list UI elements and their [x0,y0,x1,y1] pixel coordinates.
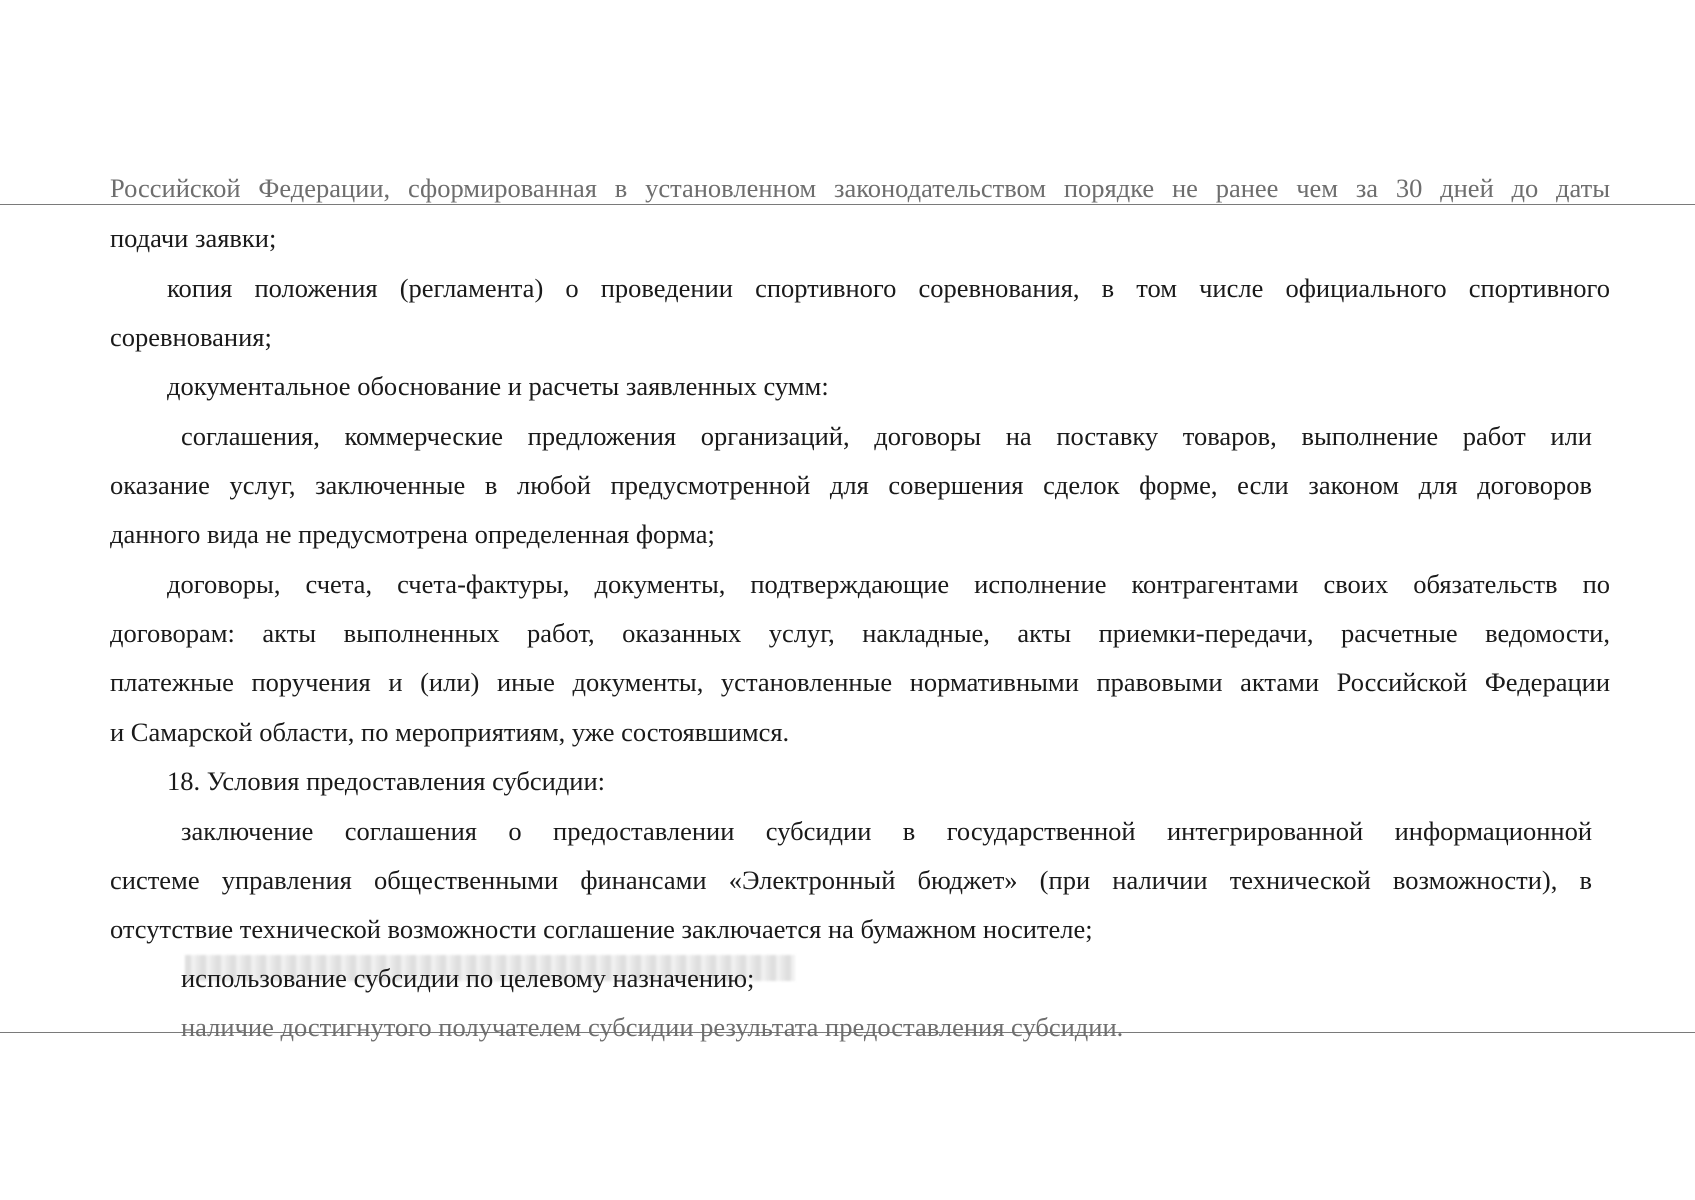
text-line-2: подачи заявки; [110,223,277,253]
text-line-7: оказание услуг, заключенные в любой предусмотренной для совершения сделок форме, если законом для договоров [110,470,1592,500]
text-line-8: данного вида не предусмотрена определенная форма; [110,519,715,549]
text-line-9: договоры, счета, счета-фактуры, документы, подтверждающие исполнение контрагентами своих обязательств по [167,569,1610,599]
text-line-17: использование субсидии по целевому назначению; [181,963,755,993]
text-line-4: соревнования; [110,322,272,352]
scan-fold-line-top [0,204,1695,205]
text-line-16: отсутствие технической возможности соглашение заключается на бумажном носителе; [110,914,1093,944]
text-line-18: наличие достигнутого получателем субсидии результата предоставления субсидии. [181,1012,1124,1042]
text-line-14: заключение соглашения о предоставлении субсидии в государственной интегрированной информационной [181,816,1592,846]
text-line-3: копия положения (регламента) о проведении спортивного соревнования, в том числе официального спортивного [167,273,1610,303]
text-line-1: Российской Федерации, сформированная в установленном законодательством порядке не ранее чем за 30 дней до даты [110,173,1610,203]
text-line-6: соглашения, коммерческие предложения организаций, договоры на поставку товаров, выполнение работ или [181,421,1592,451]
text-line-12: и Самарской области, по мероприятиям, уже состоявшимся. [110,717,790,747]
text-line-15: системе управления общественными финансами «Электронный бюджет» (при наличии технической возможности), в [110,865,1592,895]
text-line-5: документальное обоснование и расчеты заявленных сумм: [167,371,829,401]
text-line-11: платежные поручения и (или) иные документы, установленные нормативными правовыми актами Российской Федерации [110,667,1610,697]
text-line-10: договорам: акты выполненных работ, оказанных услуг, накладные, акты приемки-передачи, расчетные ведомости, [110,618,1610,648]
section-heading-18: 18. Условия предоставления субсидии: [167,766,606,796]
